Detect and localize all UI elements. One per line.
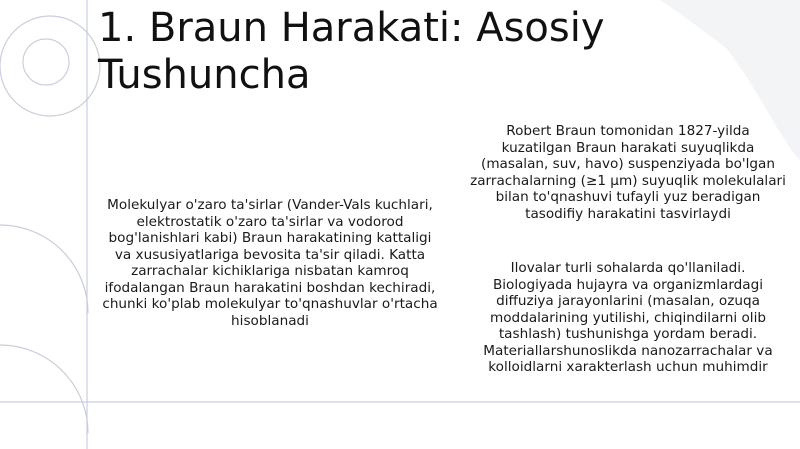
decor-arc-bottom <box>0 345 88 433</box>
decor-arc-lower <box>0 225 88 313</box>
decor-circle-small <box>23 39 69 85</box>
slide-title: 1. Braun Harakati: Asosiy Tushuncha <box>98 5 605 98</box>
molecular-interactions-text: Molekulyar o'zaro ta'sirlar (Vander-Vals kuchlari, elektrostatik o'zaro ta'sirlar va vodorod bog'lanishlari kabi) Braun harakatining kattaligi va xususiyatlariga bevosita ta'sir qiladi. Katta zarrachalar kichiklariga nisbatan kamroq ifodalangan Braun harakatini boshdan kechiradi, chunki ko'plab molekulyar to'qnashuvlar o'rtacha hisoblanadi <box>102 197 438 329</box>
decor-circle-large <box>0 16 100 116</box>
definition-text: Robert Braun tomonidan 1827-yilda kuzatilgan Braun harakati suyuqlikda (masalan, suv, havo) suspenziyada bo'lgan zarrachalarning (≥1 μm) suyuqlik molekulalari bilan to'qnashuvi tufayli yuz beradigan tasodifiy harakatini tasvirlaydi <box>470 123 786 222</box>
applications-text: Ilovalar turli sohalarda qo'llaniladi. Biologiyada hujayra va organizmlardagi diffuziya jarayonlarini (masalan, ozuqa moddalarining yutilishi, chiqindilarni olib tashlash) tushunishga yordam beradi. Materiallarshunoslikda nanozarrachalar va kolloidlarni xarakterlash uchun muhimdir <box>483 260 773 375</box>
